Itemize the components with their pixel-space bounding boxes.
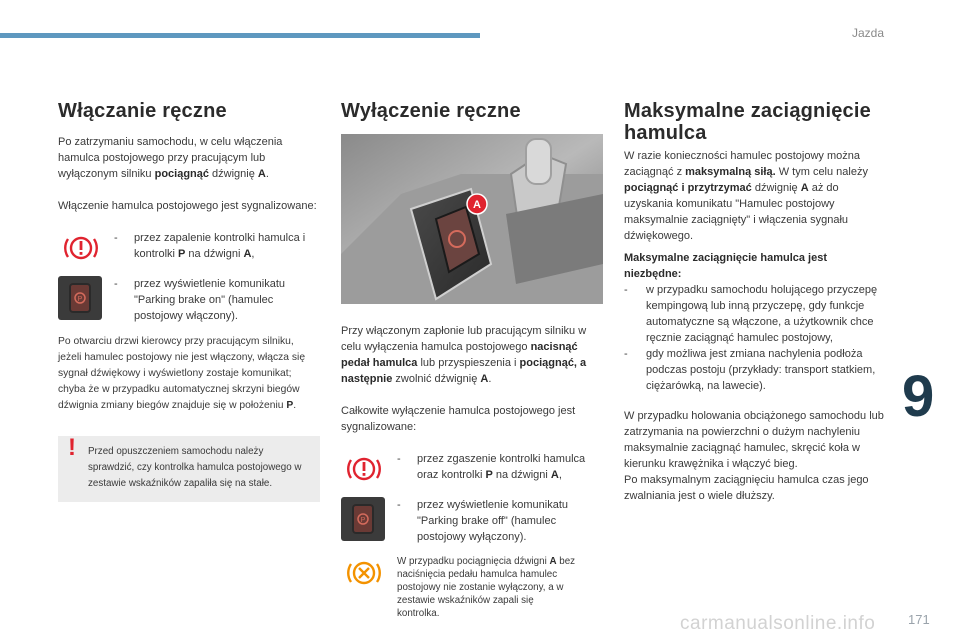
- list-item: - gdy możliwa jest zmiana nachylenia podłoża podczas postoju (przykłady: transport statkiem, ciężarówką, na lawecie).: [624, 348, 876, 392]
- paragraph: Po otwarciu drzwi kierowcy przy pracującym silniku, jeżeli hamulec postojowy nie jest włączony, włącza się sygnał dźwiękowy i wyświetlony zostaje komunikat; chyba że w przypadku automatycznej skrzyni biegów dźwignia zmiany biegów znajduje się w położeniu P.: [58, 336, 306, 411]
- paragraph: Całkowite wyłączenie hamulca postojowego jest sygnalizowane:: [341, 405, 576, 433]
- warning-note: ! Przed opuszczeniem samochodu należy sprawdzić, czy kontrolka hamulca postojowego w zestawie wskaźników zapaliła się na stałe.: [58, 436, 320, 502]
- list-item-text: przez wyświetlenie komunikatu "Parking brake off" (hamulec postojowy wyłączony).: [417, 499, 569, 543]
- parking-brake-switch-icon: [341, 497, 385, 541]
- chapter-number: 9: [902, 364, 935, 429]
- list-item: - przez zgaszenie kontrolki hamulca oraz kontrolki P na dźwigni A,: [341, 451, 603, 487]
- section-title: Jazda: [851, 26, 884, 40]
- column-manual-apply: [58, 100, 320, 502]
- watermark: carmanualsonline.info: [680, 613, 876, 634]
- photo-label-a: A: [473, 199, 481, 211]
- paragraph: Włączenie hamulca postojowego jest sygnalizowane:: [58, 200, 317, 212]
- list-item: - przez zapalenie kontrolki hamulca i kontrolki P na dźwigni A,: [58, 230, 320, 266]
- paragraph: W razie konieczności hamulec postojowy można zaciągnąć z maksymalną siłą. W tym celu należy pociągnąć i przytrzymać dźwignię A aż do uzyskania komunikatu "Hamulec postojowy maksymalnie zaciągnięty" i włączenia sygnału dźwiękowego.: [624, 150, 868, 242]
- list-item: P - przez wyświetlenie komunikatu "Parking brake on" (hamulec postojowy włączony).: [58, 276, 320, 324]
- brake-warning-red-icon: [58, 230, 104, 266]
- caution-note: [341, 555, 603, 620]
- list-item: P - przez wyświetlenie komunikatu "Parking brake off" (hamulec postojowy wyłączony).: [341, 497, 603, 545]
- parking-brake-switch-icon: [58, 276, 102, 320]
- paragraph: W przypadku holowania obciążonego samochodu lub zatrzymania na powierzchni o dużym nachyleniu maksymalnie zaciągnąć hamulec, skręcić koła w kierunku krawężnika i włączyć bieg. Po maksymalnym zaciągnięciu hamulca czas jego zwalniania jest o wiele dłuższy.: [624, 410, 884, 502]
- top-accent-bar: [0, 33, 480, 38]
- brake-warning-orange-icon: [341, 555, 387, 591]
- usage-list: [624, 282, 886, 394]
- parking-brake-lever-photo: [341, 134, 603, 304]
- paragraph: Po zatrzymaniu samochodu, w celu włączenia hamulca postojowego przy pracującym lub wyłączonym silniku pociągnąć dźwignię A.: [58, 136, 283, 180]
- list-item-text: przez zapalenie kontrolki hamulca i kontrolki P na dźwigni A,: [134, 232, 306, 260]
- list-item-text: przez wyświetlenie komunikatu "Parking brake on" (hamulec postojowy włączony).: [134, 278, 286, 322]
- heading-manual-release: Wyłączenie ręczne: [341, 100, 521, 122]
- list-item-text: przez zgaszenie kontrolki hamulca oraz kontrolki P na dźwigni A,: [417, 453, 586, 481]
- page-number: 171: [908, 612, 930, 627]
- heading-max-apply: Maksymalne zaciągnięcie hamulca: [624, 100, 871, 144]
- caution-note-text: W przypadku pociągnięcia dźwigni A bez naciśnięcia pedału hamulca hamulec postojowy nie zostanie wyłączony, a w zestawie wskaźników zapali się kontrolka.: [397, 556, 576, 619]
- column-max-apply: [624, 100, 886, 504]
- brake-warning-red-icon: [341, 451, 387, 487]
- paragraph: Przy włączonym zapłonie lub pracującym silniku w celu wyłączenia hamulca postojowego nacisnąć pedał hamulca lub przyspieszenia i pociągnąć, a następnie zwolnić dźwignię A.: [341, 325, 587, 385]
- exclamation-icon: !: [68, 434, 76, 461]
- heading-manual-apply: Włączanie ręczne: [58, 100, 227, 122]
- svg-text:P: P: [77, 296, 83, 303]
- list-item: - w przypadku samochodu holującego przyczepę kempingową lub inną przyczepę, gdy funkcje automatyczne są włączone, a użytkownik chce ręcznie zaciągnąć hamulec postojowy,: [624, 284, 878, 344]
- subheading: Maksymalne zaciągnięcie hamulca jest niezbędne:: [624, 252, 827, 280]
- column-manual-release: [341, 100, 603, 630]
- svg-text:P: P: [360, 517, 366, 524]
